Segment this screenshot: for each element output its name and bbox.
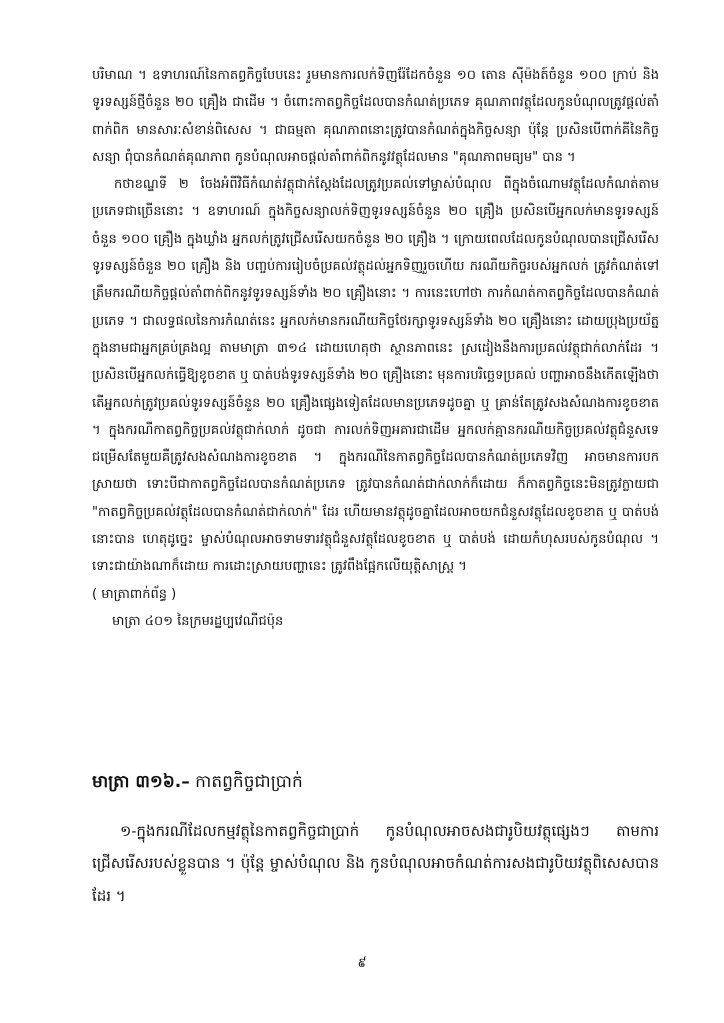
article-heading xyxy=(92,767,659,797)
commentary-body xyxy=(92,62,659,635)
article-body: ១-ក្នុងករណីដែលកម្មវត្ថុនៃកាតព្វកិច្ចជាប្រាក់ កូនបំណុលអាចសងជារូបិយវត្ថុផ្សេងៗ តាមការជ្រើសរើសរបស់ខ្លួនបាន ។ ប៉ុន្តែ ម្ចាស់បំណុល និង កូនបំណុលអាចកំណត់ការសងជារូបិយវត្ថុពិសេសបានដែរ ។ xyxy=(92,822,659,905)
page-number: ៩ xyxy=(357,956,367,971)
commentary-paragraph-2: កថាខណ្ឌទី ២ ចែងអំពីវិធីកំណត់វត្ថុជាក់ស្ដែងដែលត្រូវប្រគល់ទៅម្ចាស់បំណុល ពីក្នុងចំណោមវត្ថុដែលកំណត់តាមប្រភេទជាច្រើននោះ ។ ឧទាហរណ៍ ក្នុងកិច្ចសន្យាលក់ទិញទូរទស្សន៍ចំនួន ២០ គ្រឿង ប្រសិនបើអ្នកលក់មានទូរទស្សន៍ចំនួន ១០០ គ្រឿង ក្នុងឃ្លាំង អ្នកលក់ត្រូវជ្រើសរើសយកចំនួន ២០ គ្រឿង ។ ក្រោយពេលដែលកូនបំណុលបានជ្រើសរើសទូរទស្សន៍ចំនួន ២០ គ្រឿង និង បញ្ចប់ការរៀបចំប្រគល់វត្ថុដល់អ្នកទិញរួចហើយ ករណីយកិច្ចរបស់អ្នកលក់ ត្រូវកំណត់ទៅត្រឹមករណីយកិច្ចផ្ដល់តាំពាក់ពិកនូវទូរទស្សន៍ទាំង ២០ គ្រឿងនោះ ។ ការនេះហៅថា ការកំណត់កាតព្វកិច្ចដែលបានកំណត់ប្រភេទ ។ ជាលទ្ធផលនៃការកំណត់នេះ អ្នកលក់មានករណីយកិច្ចថែរក្សាទូរទស្សន៍ទាំង ២០ គ្រឿងនោះ ដោយប្រុងប្រយ័ត្ន ក្នុងនាមជាអ្នកគ្រប់គ្រងល្អ តាមមាត្រា ៣១៤ ដោយហេតុថា ស្ថានភាពនេះ ស្រដៀងនឹងការប្រគល់វត្ថុជាក់លាក់ដែរ ។ ប្រសិនបើអ្នកលក់ធ្វើឱ្យខូចខាត ឬ បាត់បង់ទូរទស្សន៍ទាំង ២០ គ្រឿងនោះ មុនការបរិច្ឆេទប្រគល់ បញ្ហាអាចនឹងកើតឡើងថា តើអ្នកលក់ត្រូវប្រគល់ទូរទស្សន៍ចំនួន ២០ គ្រឿងផ្សេងទៀតដែលមានប្រភេទដូចគ្នា ឬ គ្រាន់តែត្រូវសងសំណងការខូចខាត ។ ក្នុងករណីកាតព្វកិច្ចប្រគល់វត្ថុជាក់លាក់ ដូចជា ការលក់ទិញអគារជាដើម អ្នកលក់គ្មានករណីយកិច្ចប្រគល់វត្ថុជំនួសទេ ជម្រើសតែមួយគឺត្រូវសងសំណងការខូចខាត ។ ក្នុងករណីនៃកាតព្វកិច្ចដែលបានកំណត់ប្រភេទវិញ អាចមានការបកស្រាយថា ទោះបីជាកាតព្វកិច្ចដែលបានកំណត់ប្រភេទ ត្រូវបានកំណត់ជាក់លាក់ក៏ដោយ ក៏កាតព្វកិច្ចនេះមិនត្រូវក្លាយជា "កាតព្វកិច្ចប្រគល់វត្ថុដែលបានកំណត់ជាក់លាក់" ដែរ ហើយមានវត្ថុដូចគ្នាដែលអាចយកជំនួសវត្ថុដែលខូចខាត ឬ បាត់បង់នោះបាន ហេតុដូច្នេះ ម្ចាស់បំណុលអាចទាមទារវត្ថុជំនួសវត្ថុដែលខូចខាត ឬ បាត់បង់ ដោយកំហុសរបស់កូនបំណុល ។ ទោះជាយ៉ាងណាក៏ដោយ ការដោះស្រាយបញ្ហានេះ ត្រូវពឹងផ្អែកលើយុត្តិសាស្ត្រ ។ xyxy=(92,177,660,575)
related-articles-label: ( មាត្រាពាក់ព័ន្ធ ) xyxy=(92,586,177,602)
related-article-reference: មាត្រា ៤០១ នៃក្រមរដ្ឋប្បវេណីជប៉ុន xyxy=(112,613,284,629)
article-number: មាត្រា ៣១៦.– xyxy=(92,772,190,792)
commentary-paragraph-1: បរិមាណ ។ ឧទាហរណ៍នៃកាតព្វកិច្ចបែបនេះ រួមមានការលក់ទិញរ៉ែដែកចំនួន ១០ តោន ស៊ីម៉ងត៍ចំនួន ១០០ ក្រាប់ និង ទូរទស្សន៍ថ្មីចំនួន ២០ គ្រឿង ជាដើម ។ ចំពោះកាតព្វកិច្ចដែលបានកំណត់ប្រភេទ គុណភាពវត្ថុដែលកូនបំណុលត្រូវផ្ដល់តាំពាក់ពិក មានសារៈសំខាន់ពិសេស ។ ជាធម្មតា គុណភាពនោះត្រូវបានកំណត់ក្នុងកិច្ចសន្យា ប៉ុន្តែ ប្រសិនបើពាក់គីនៃកិច្ចសន្យា ពុំបានកំណត់គុណភាព កូនបំណុលអាចផ្ដល់តាំពាក់ពិកនូវវត្ថុដែលមាន "គុណភាពមធ្យម" បាន ។ xyxy=(92,68,659,165)
article-title: កាតព្វកិច្ចជាប្រាក់ xyxy=(195,772,303,792)
